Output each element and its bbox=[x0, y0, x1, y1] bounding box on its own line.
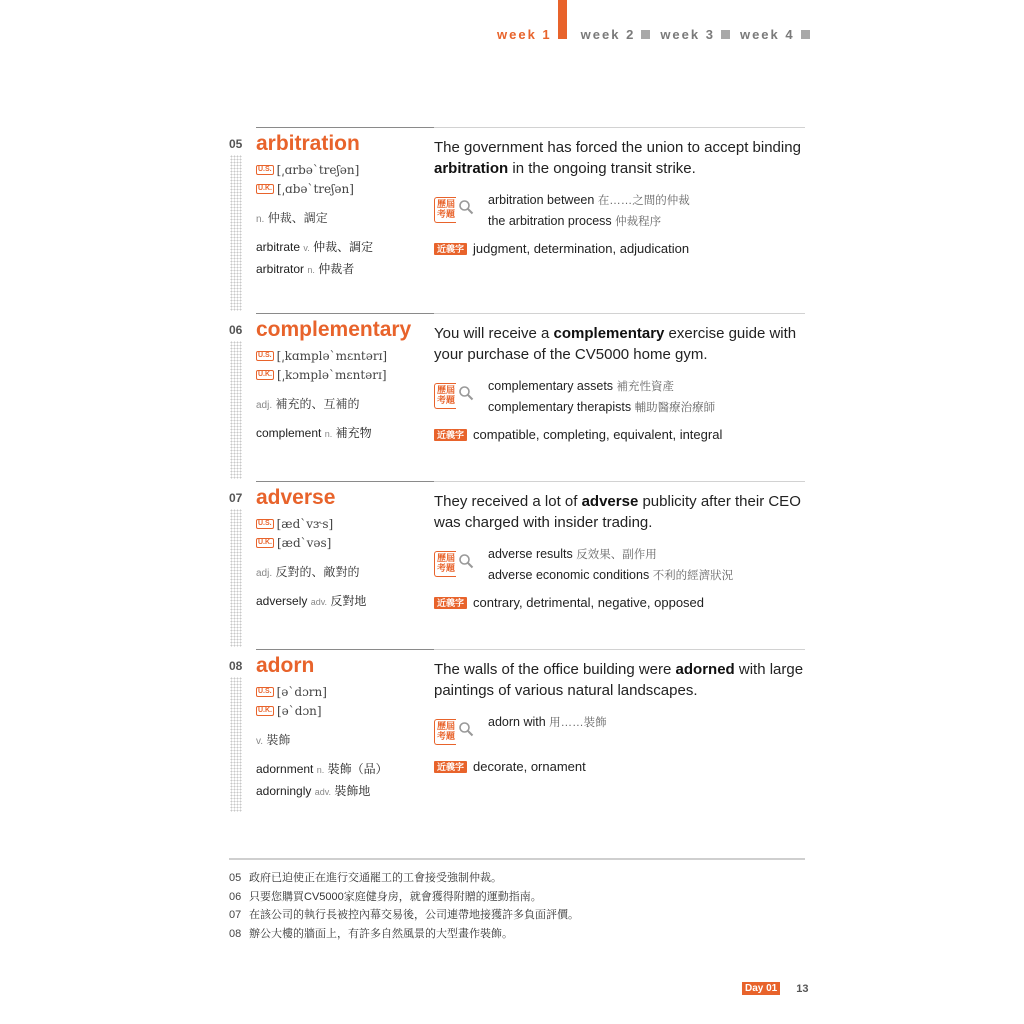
headword: arbitration bbox=[256, 132, 360, 155]
magnifier-icon bbox=[458, 385, 474, 401]
divider bbox=[434, 127, 805, 128]
uk-tag: U.K. bbox=[258, 539, 272, 546]
uk-tag: U.K. bbox=[258, 185, 272, 192]
derivative: adorningly adv. 裝飾地 bbox=[256, 784, 371, 798]
uk-pronunciation: U.K. [ædˋvəs] bbox=[258, 536, 332, 550]
derivative: adversely adv. 反對地 bbox=[256, 594, 367, 608]
exam-badge: 歷屆考題 bbox=[434, 197, 476, 223]
exam-badge: 歷屆考題 bbox=[434, 551, 476, 577]
week-3-label: week 3 bbox=[660, 26, 715, 42]
divider bbox=[256, 313, 434, 314]
uk-tag: U.K. bbox=[258, 371, 272, 378]
divider bbox=[434, 649, 805, 650]
week-separator-icon bbox=[641, 30, 650, 39]
uk-tag: U.K. bbox=[258, 707, 272, 714]
us-tag: U.S. bbox=[258, 352, 272, 359]
synonyms: 近義字 contrary, detrimental, negative, opposed bbox=[434, 595, 704, 610]
uk-pronunciation: U.K. [͵ɑbəˋtreʃən] bbox=[258, 182, 354, 196]
example-sentence: The walls of the office building were adorned with large paintings of various natural landscapes. bbox=[434, 661, 804, 699]
part-of-speech: n. 仲裁、調定 bbox=[256, 211, 328, 225]
part-of-speech: adj. 補充的、互補的 bbox=[256, 397, 360, 411]
headword: adorn bbox=[256, 654, 315, 677]
collocations: adorn with 用……裝飾 bbox=[488, 715, 607, 729]
derivative: arbitrator n. 仲裁者 bbox=[256, 262, 355, 276]
example-sentence: They received a lot of adverse publicity after their CEO was charged with insider trading. bbox=[434, 493, 801, 531]
vocab-entry-08 bbox=[229, 649, 805, 814]
dotted-margin bbox=[230, 155, 242, 311]
entry-number: 05 bbox=[229, 137, 243, 151]
vocab-entry-05 bbox=[229, 127, 805, 313]
us-tag: U.S. bbox=[258, 166, 272, 173]
collocations: arbitration between 在……之間的仲裁 the arbitration process 仲裁程序 bbox=[488, 193, 690, 228]
uk-pronunciation: U.K. [͵kɔmpləˋmɛntərɪ] bbox=[258, 368, 387, 382]
synonym-tag: 近義字 bbox=[434, 761, 467, 773]
synonyms: 近義字 decorate, ornament bbox=[434, 759, 586, 774]
exam-badge: 歷屆考題 bbox=[434, 719, 476, 745]
synonym-tag: 近義字 bbox=[434, 243, 467, 255]
translation-line: 06 只要您購買CV5000家庭健身房，就會獲得附贈的運動指南。 bbox=[229, 890, 542, 903]
us-pronunciation: U.S. [͵kɑmpləˋmɛntərɪ] bbox=[258, 349, 388, 363]
entry-number: 07 bbox=[229, 491, 243, 505]
week-separator-icon bbox=[801, 30, 810, 39]
divider bbox=[256, 481, 434, 482]
week-2-label: week 2 bbox=[580, 26, 636, 42]
synonym-tag: 近義字 bbox=[434, 597, 467, 609]
translation-line: 07 在該公司的執行長被控內幕交易後，公司連帶地接獲許多負面評價。 bbox=[229, 909, 579, 921]
translation-line: 05 政府已迫使正在進行交通罷工的工會接受強制仲裁。 bbox=[229, 872, 502, 884]
us-pronunciation: U.S. [əˋdɔrn] bbox=[258, 685, 327, 699]
us-pronunciation: U.S. [͵ɑrbəˋtreʃən] bbox=[258, 163, 360, 177]
collocations: complementary assets 補充性資產 complementary therapists 輔助醫療治療師 bbox=[488, 379, 716, 414]
exam-badge: 歷屆考題 bbox=[434, 383, 476, 409]
synonyms: 近義字 judgment, determination, adjudication bbox=[434, 241, 689, 256]
headword: complementary bbox=[256, 318, 412, 341]
divider bbox=[256, 649, 434, 650]
translations bbox=[229, 869, 805, 943]
translations-divider bbox=[229, 858, 805, 860]
page-number: 13 bbox=[796, 982, 809, 995]
week-navigation bbox=[497, 25, 820, 43]
vocab-entry-07 bbox=[229, 481, 805, 649]
example-sentence: The government has forced the union to accept binding arbitration in the ongoing transit strike. bbox=[434, 139, 801, 177]
example-sentence: You will receive a complementary exercise guide with your purchase of the CV5000 home gym. bbox=[434, 325, 797, 363]
day-badge: Day 01 bbox=[742, 982, 780, 995]
magnifier-icon bbox=[458, 199, 474, 215]
uk-pronunciation: U.K. [əˋdɔn] bbox=[258, 704, 322, 718]
headword: adverse bbox=[256, 486, 336, 509]
magnifier-icon bbox=[458, 721, 474, 737]
synonyms: 近義字 compatible, completing, equivalent, integral bbox=[434, 427, 722, 442]
week-separator-icon bbox=[721, 30, 730, 39]
vocab-entry-06 bbox=[229, 313, 805, 481]
translation-line: 08 辦公大樓的牆面上，有許多自然風景的大型畫作裝飾。 bbox=[229, 927, 513, 940]
magnifier-icon bbox=[458, 553, 474, 569]
us-tag: U.S. bbox=[258, 688, 272, 695]
derivative: adornment n. 裝飾（品） bbox=[256, 762, 388, 776]
dotted-margin bbox=[230, 341, 242, 479]
derivative: complement n. 補充物 bbox=[256, 426, 372, 440]
part-of-speech: adj. 反對的、敵對的 bbox=[256, 565, 360, 579]
divider bbox=[256, 127, 434, 128]
us-tag: U.S. bbox=[258, 520, 272, 527]
collocations: adverse results 反效果、副作用 adverse economic conditions 不利的經濟狀況 bbox=[488, 547, 734, 582]
dotted-margin bbox=[230, 509, 242, 647]
dotted-margin bbox=[230, 677, 242, 812]
derivative: arbitrate v. 仲裁、調定 bbox=[256, 240, 374, 254]
week-4-label: week 4 bbox=[739, 26, 795, 42]
us-pronunciation: U.S. [ædˋvɝs] bbox=[258, 517, 334, 531]
divider bbox=[434, 481, 805, 482]
divider bbox=[434, 313, 805, 314]
page-footer bbox=[742, 982, 809, 995]
part-of-speech: v. 裝飾 bbox=[256, 733, 291, 747]
week-1-label: week 1 bbox=[497, 26, 552, 42]
synonym-tag: 近義字 bbox=[434, 429, 467, 441]
entry-number: 06 bbox=[229, 323, 243, 337]
entry-number: 08 bbox=[229, 659, 243, 673]
